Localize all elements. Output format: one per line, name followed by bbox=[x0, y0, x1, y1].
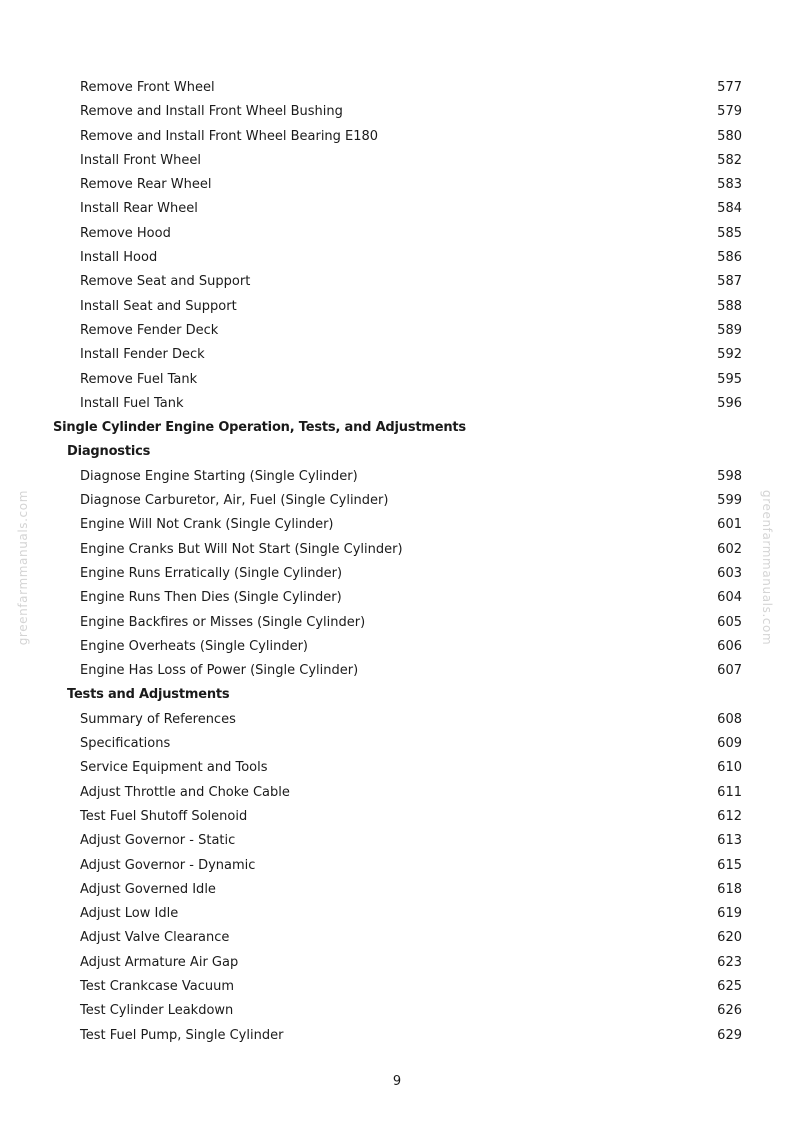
toc-entry-title: Adjust Throttle and Choke Cable bbox=[80, 784, 290, 800]
toc-entry-title: Engine Overheats (Single Cylinder) bbox=[80, 638, 309, 654]
toc-entry-title: Remove and Install Front Wheel Bearing E180 bbox=[80, 128, 379, 144]
toc-entry-title: Remove Rear Wheel bbox=[80, 177, 212, 193]
toc-entry-page: 598 bbox=[717, 468, 742, 484]
toc-entry-page: 605 bbox=[717, 614, 742, 630]
toc-entry[interactable] bbox=[0, 805, 794, 829]
toc-section-heading bbox=[0, 416, 794, 440]
toc-entry-title: Adjust Governor - Static bbox=[80, 833, 236, 849]
toc-entry-title: Specifications bbox=[80, 736, 171, 752]
toc-entry-title: Diagnostics bbox=[67, 444, 151, 460]
toc-entry-title: Install Fender Deck bbox=[80, 347, 205, 363]
toc-entry[interactable] bbox=[0, 197, 794, 221]
toc-entry[interactable] bbox=[0, 246, 794, 270]
page-number: 9 bbox=[392, 1074, 402, 1089]
toc-entry[interactable] bbox=[0, 999, 794, 1023]
toc-entry-page: 583 bbox=[717, 177, 742, 193]
toc-entry-title: Adjust Governed Idle bbox=[80, 881, 216, 897]
toc-entry-title: Test Fuel Pump, Single Cylinder bbox=[80, 1027, 284, 1043]
toc-entry-page: 577 bbox=[717, 80, 742, 95]
toc-entry-title: Remove Front Wheel bbox=[80, 80, 215, 95]
toc-entry-page: 612 bbox=[717, 808, 742, 824]
toc-entry-title: Install Front Wheel bbox=[80, 152, 201, 168]
toc-entry-title: Remove and Install Front Wheel Bushing bbox=[80, 104, 343, 120]
toc-entry[interactable] bbox=[0, 392, 794, 416]
toc-entry[interactable] bbox=[0, 829, 794, 853]
toc-entry-title: Test Fuel Shutoff Solenoid bbox=[80, 808, 248, 824]
toc-entry-page: 609 bbox=[717, 736, 742, 752]
table-of-contents bbox=[0, 76, 794, 1048]
toc-entry-title: Engine Runs Erratically (Single Cylinder) bbox=[80, 565, 343, 581]
toc-entry[interactable] bbox=[0, 611, 794, 635]
toc-entry-title: Install Hood bbox=[80, 250, 158, 266]
toc-entry[interactable] bbox=[0, 926, 794, 950]
toc-entry-title: Install Rear Wheel bbox=[80, 201, 198, 217]
toc-entry-title: Engine Will Not Crank (Single Cylinder) bbox=[80, 517, 334, 533]
toc-entry[interactable] bbox=[0, 635, 794, 659]
toc-entry-title: Service Equipment and Tools bbox=[80, 760, 268, 776]
toc-entry[interactable] bbox=[0, 562, 794, 586]
toc-entry-page: 611 bbox=[717, 784, 742, 800]
toc-entry[interactable] bbox=[0, 708, 794, 732]
toc-entry-title: Remove Fuel Tank bbox=[80, 371, 198, 387]
toc-entry-title: Install Fuel Tank bbox=[80, 395, 184, 411]
toc-entry-page: 629 bbox=[717, 1027, 742, 1043]
toc-entry-title: Remove Seat and Support bbox=[80, 274, 251, 290]
toc-entry-page: 595 bbox=[717, 371, 742, 387]
toc-entry[interactable] bbox=[0, 878, 794, 902]
toc-entry-page: 586 bbox=[717, 250, 742, 266]
toc-entry-title: Engine Backfires or Misses (Single Cylinder) bbox=[80, 614, 366, 630]
toc-entry[interactable] bbox=[0, 756, 794, 780]
toc-entry[interactable] bbox=[0, 951, 794, 975]
toc-entry[interactable] bbox=[0, 343, 794, 367]
toc-entry-page: 579 bbox=[717, 104, 742, 120]
toc-entry[interactable] bbox=[0, 270, 794, 294]
toc-entry-page: 599 bbox=[717, 493, 742, 509]
toc-entry-title: Adjust Governor - Dynamic bbox=[80, 857, 256, 873]
toc-entry[interactable] bbox=[0, 368, 794, 392]
toc-entry-title: Engine Cranks But Will Not Start (Single Cylinder) bbox=[80, 541, 403, 557]
toc-entry[interactable] bbox=[0, 100, 794, 124]
toc-entry-page: 603 bbox=[717, 565, 742, 581]
toc-entry-page: 592 bbox=[717, 347, 742, 363]
toc-entry[interactable] bbox=[0, 659, 794, 683]
toc-entry-page: 610 bbox=[717, 760, 742, 776]
toc-entry-title: Single Cylinder Engine Operation, Tests, and Adjustments bbox=[53, 420, 466, 436]
toc-entry[interactable] bbox=[0, 781, 794, 805]
toc-entry-title: Adjust Valve Clearance bbox=[80, 930, 230, 946]
toc-entry-page: 623 bbox=[717, 954, 742, 970]
toc-entry[interactable] bbox=[0, 513, 794, 537]
toc-entry-title: Remove Hood bbox=[80, 225, 171, 241]
toc-entry-title: Engine Has Loss of Power (Single Cylinder) bbox=[80, 663, 359, 679]
toc-entry-title: Engine Runs Then Dies (Single Cylinder) bbox=[80, 590, 342, 606]
toc-entry[interactable] bbox=[0, 222, 794, 246]
toc-entry-page: 607 bbox=[717, 663, 742, 679]
toc-entry[interactable] bbox=[0, 902, 794, 926]
toc-entry-page: 615 bbox=[717, 857, 742, 873]
toc-entry[interactable] bbox=[0, 76, 794, 100]
toc-entry[interactable] bbox=[0, 465, 794, 489]
toc-entry[interactable] bbox=[0, 732, 794, 756]
toc-entry-page: 625 bbox=[717, 978, 742, 994]
toc-entry[interactable] bbox=[0, 149, 794, 173]
toc-entry-title: Diagnose Engine Starting (Single Cylinder) bbox=[80, 468, 358, 484]
toc-entry-title: Test Cylinder Leakdown bbox=[80, 1003, 234, 1019]
toc-subsection-heading bbox=[0, 683, 794, 707]
toc-entry-page: 596 bbox=[717, 395, 742, 411]
toc-entry[interactable] bbox=[0, 1024, 794, 1048]
toc-entry-page: 582 bbox=[717, 152, 742, 168]
toc-entry-page: 626 bbox=[717, 1003, 742, 1019]
watermark-left: greenfarmmanuals.com bbox=[16, 490, 30, 646]
toc-entry-page: 587 bbox=[717, 274, 742, 290]
toc-entry-title: Adjust Armature Air Gap bbox=[80, 954, 239, 970]
toc-entry-page: 620 bbox=[717, 930, 742, 946]
toc-entry-page: 588 bbox=[717, 298, 742, 314]
toc-entry[interactable] bbox=[0, 173, 794, 197]
toc-entry[interactable] bbox=[0, 975, 794, 999]
toc-entry-title: Tests and Adjustments bbox=[67, 687, 230, 703]
toc-entry[interactable] bbox=[0, 295, 794, 319]
toc-entry-page: 584 bbox=[717, 201, 742, 217]
toc-entry-title: Summary of References bbox=[80, 711, 236, 727]
toc-entry-title: Install Seat and Support bbox=[80, 298, 237, 314]
toc-entry-title: Diagnose Carburetor, Air, Fuel (Single Cylinder) bbox=[80, 493, 389, 509]
toc-entry-title: Remove Fender Deck bbox=[80, 322, 219, 338]
toc-entry-page: 618 bbox=[717, 881, 742, 897]
toc-entry-page: 585 bbox=[717, 225, 742, 241]
watermark-right: greenfarmmanuals.com bbox=[760, 490, 774, 646]
toc-entry-page: 606 bbox=[717, 638, 742, 654]
toc-entry[interactable] bbox=[0, 538, 794, 562]
toc-entry-page: 613 bbox=[717, 833, 742, 849]
toc-entry-page: 601 bbox=[717, 517, 742, 533]
toc-entry-title: Test Crankcase Vacuum bbox=[80, 978, 235, 994]
toc-entry-page: 580 bbox=[717, 128, 742, 144]
toc-entry[interactable] bbox=[0, 586, 794, 610]
toc-entry-page: 602 bbox=[717, 541, 742, 557]
toc-entry[interactable] bbox=[0, 489, 794, 513]
toc-entry-title: Adjust Low Idle bbox=[80, 906, 179, 922]
toc-entry[interactable] bbox=[0, 854, 794, 878]
toc-entry-page: 619 bbox=[717, 906, 742, 922]
toc-entry[interactable] bbox=[0, 125, 794, 149]
toc-subsection-heading bbox=[0, 440, 794, 464]
toc-entry-page: 608 bbox=[717, 711, 742, 727]
toc-entry-page: 604 bbox=[717, 590, 742, 606]
toc-entry[interactable] bbox=[0, 319, 794, 343]
toc-entry-page: 589 bbox=[717, 322, 742, 338]
